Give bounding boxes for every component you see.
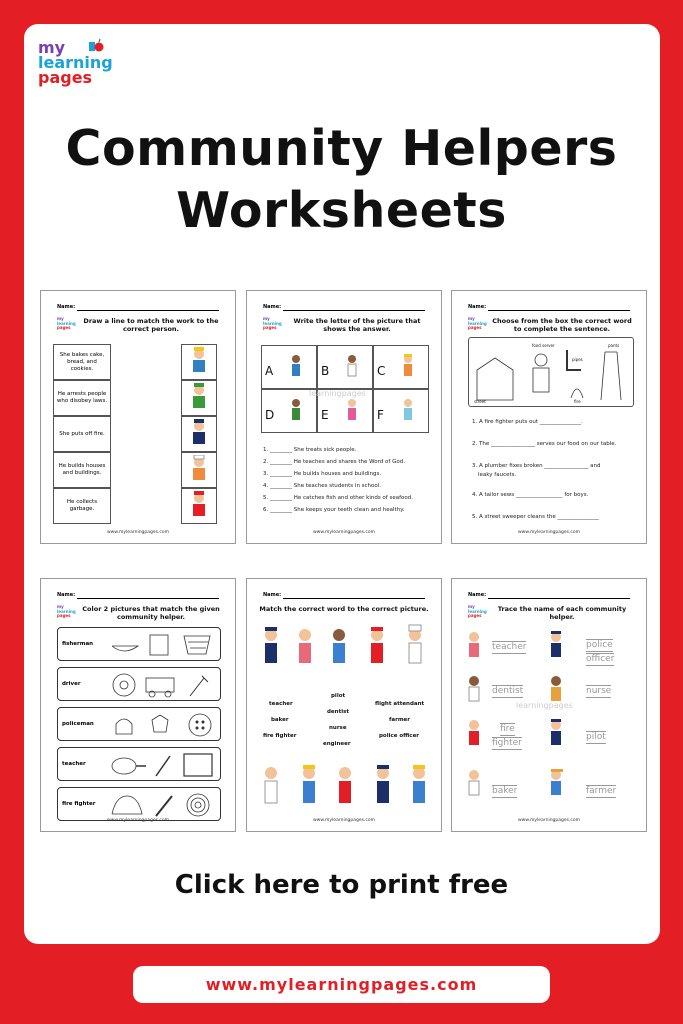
instruction-text: Draw a line to match the work to the correct person.: [83, 317, 219, 333]
name-label: Name:: [263, 304, 282, 310]
clue-box: He collects garbage.: [53, 488, 111, 524]
logo-pages: pages: [38, 68, 93, 87]
helper-row: fire fighter: [57, 787, 221, 821]
sentence: 1. A fire fighter puts out _______________.: [472, 419, 583, 425]
word-label: baker: [271, 717, 289, 723]
page-title-line1: Community Helpers: [65, 120, 618, 177]
clue-box: She puts off fire.: [53, 416, 111, 452]
word-label: pants: [608, 343, 620, 348]
sentence: 3. A plumber fixes broken ________________ and: [472, 463, 601, 469]
sentence: 3. ________ He builds houses and buildings.: [263, 471, 382, 477]
mini-logo: my learning pages: [468, 316, 487, 330]
picture-cell: F: [373, 389, 429, 433]
word-label: pipes: [572, 357, 583, 362]
worksheet-thumbnail-word-match[interactable]: [246, 578, 442, 832]
picture-cell: E: [317, 389, 373, 433]
sheet-footer: www.mylearningpages.com: [106, 530, 170, 535]
trace-word: nurse: [586, 686, 612, 696]
helpers-bottom-row: [259, 763, 431, 813]
name-line: [77, 598, 219, 599]
sheet-footer: www.mylearningpages.com: [517, 530, 581, 535]
helpers-right-column: [546, 631, 570, 811]
watermark: learningpages: [309, 389, 366, 398]
sheet-footer: www.mylearningpages.com: [517, 818, 581, 823]
name-line: [488, 310, 630, 311]
site-logo[interactable]: [38, 40, 128, 90]
word-label: fire fighter: [263, 733, 297, 739]
name-label: Name:: [57, 304, 76, 310]
trace-word: fighter: [492, 738, 522, 748]
sentence: 4. A tailor sews _________________ for boys.: [472, 492, 589, 498]
trace-word: police: [586, 640, 613, 650]
instruction-text: Trace the name of each community helper.: [497, 605, 627, 621]
name-line: [283, 598, 425, 599]
watermark: learningpages: [516, 701, 573, 710]
word-label: engineer: [323, 741, 351, 747]
name-label: Name:: [263, 592, 282, 598]
helper-row: teacher: [57, 747, 221, 781]
mini-logo: my learning pages: [57, 604, 76, 618]
trace-word: dentist: [492, 686, 524, 696]
sentence: 4. ________ She teaches students in school.: [263, 483, 382, 489]
trace-word: officer: [586, 654, 615, 664]
word-label: fire: [574, 399, 581, 404]
person-image: [181, 380, 217, 416]
word-label: flight attendant: [375, 701, 425, 707]
clue-box: He arrests people who disobey laws.: [53, 380, 111, 416]
word-label: pilot: [331, 693, 346, 699]
sentence: leaky faucets.: [478, 472, 517, 478]
picture-cell: D: [261, 389, 317, 433]
instruction-text: Match the correct word to the correct picture.: [259, 605, 429, 613]
word-label: teacher: [269, 701, 293, 707]
person-image: [181, 488, 217, 524]
helpers-left-column: [464, 631, 484, 811]
word-label: farmer: [389, 717, 410, 723]
apple-icon: [88, 38, 104, 54]
word-label: dentist: [327, 709, 349, 715]
sentence: 2. The ________________ serves our food on our table.: [472, 441, 617, 447]
clue-box: He builds houses and buildings.: [53, 452, 111, 488]
worksheet-thumbnail-coloring[interactable]: [40, 578, 236, 832]
person-image: [181, 416, 217, 452]
trace-word: baker: [492, 786, 518, 796]
name-label: Name:: [468, 304, 487, 310]
worksheet-thumbnail-letters[interactable]: [246, 290, 442, 544]
name-label: Name:: [57, 592, 76, 598]
word-label: nurse: [329, 725, 347, 731]
sentence: 2. ________ He teaches and shares the Word of God.: [263, 459, 405, 465]
name-line: [488, 598, 630, 599]
sentence: 5. ________ He catches fish and other kinds of seafood.: [263, 495, 414, 501]
website-link-button[interactable]: [133, 966, 550, 1003]
clue-box: She bakes cake, bread, and cookies.: [53, 344, 111, 380]
name-line: [283, 310, 425, 311]
page-title-line2: Worksheets: [176, 182, 507, 239]
website-url: www.mylearningpages.com: [205, 975, 478, 994]
word-label: street: [474, 399, 486, 404]
print-free-link[interactable]: Click here to print free: [174, 870, 509, 900]
word-label: food server: [532, 343, 555, 348]
picture-cell: C: [373, 345, 429, 389]
worksheet-thumbnail-matching[interactable]: [40, 290, 236, 544]
worksheet-thumbnail-tracing[interactable]: [451, 578, 647, 832]
trace-word: fire: [500, 724, 515, 734]
helper-row: policeman: [57, 707, 221, 741]
word-label: police officer: [379, 733, 420, 739]
picture-cell: A: [261, 345, 317, 389]
trace-word: pilot: [586, 732, 606, 742]
trace-word: teacher: [492, 642, 527, 652]
mini-logo: my learning pages: [468, 604, 487, 618]
mini-logo: my learning pages: [263, 316, 282, 330]
sheet-footer: www.mylearningpages.com: [312, 818, 376, 823]
person-image: [181, 344, 217, 380]
mini-logo: my learning pages: [57, 316, 76, 330]
helpers-top-row: [259, 623, 431, 679]
logo-learning: learning: [38, 53, 113, 72]
name-line: [77, 310, 219, 311]
sentence: 1. ________ She treats sick people.: [263, 447, 357, 453]
sentence: 5. A street sweeper cleans the _______________: [472, 514, 599, 520]
trace-word: farmer: [586, 786, 617, 796]
instruction-text: Write the letter of the picture that shows the answer.: [293, 317, 421, 333]
sentence: 6. ________ She keeps your teeth clean and healthy.: [263, 507, 405, 513]
picture-cell: B: [317, 345, 373, 389]
person-image: [181, 452, 217, 488]
instruction-text: Choose from the box the correct word to complete the sentence.: [492, 317, 632, 333]
helper-row: fisherman: [57, 627, 221, 661]
name-label: Name:: [468, 592, 487, 598]
worksheet-thumbnail-fill-blank[interactable]: [451, 290, 647, 544]
sheet-footer: www.mylearningpages.com: [106, 818, 170, 823]
instruction-text: Color 2 pictures that match the given community helper.: [82, 605, 220, 621]
sheet-footer: www.mylearningpages.com: [312, 530, 376, 535]
logo-my: my: [38, 38, 66, 57]
helper-row: driver: [57, 667, 221, 701]
